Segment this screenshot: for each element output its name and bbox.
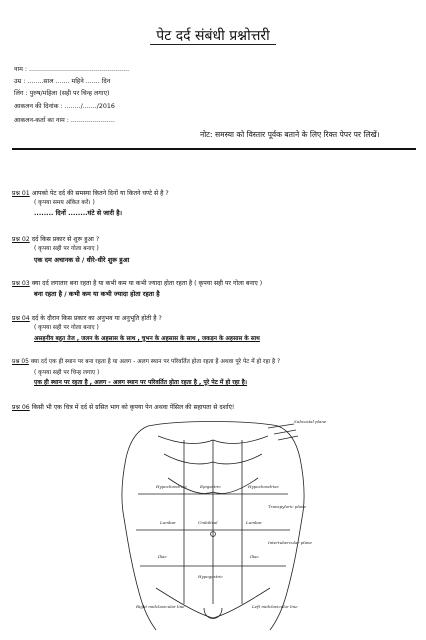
title-underline — [150, 44, 276, 45]
label-intertubercular: Intertubercular plane — [268, 540, 312, 545]
question-text: आपको पेट दर्द की समस्या कितने दिनों या कितने घण्टे से है ? — [29, 190, 169, 197]
gender-field[interactable]: लिंग : पुरुष/महिला (सही पर चिन्ह लगाए) — [14, 90, 110, 97]
question-text: क्या दर्द लगातार बना रहता है या कभी कम या कभी ज्यादा होता रहता है ( कृपया सही पर गोला बनाए ) — [29, 280, 263, 287]
question-text: क्या दर्द एक ही स्थान पर बना रहता है या अलग - अलग स्थान पर परिवर्तित होता रहता है अथवा पूरे पेट में हो रहा है ? — [28, 359, 281, 365]
question-number: प्रश्न 06 — [12, 404, 30, 411]
question-4 — [12, 313, 162, 322]
answer-4[interactable]: असहनीय बहुत तेज , जलन के अहसास के साथ , चुभन के अहसास के साथ , जकड़न के अहसास के साथ — [34, 336, 260, 342]
question-hint: ( कृपया सही पर चिन्ह लगाए ) — [34, 370, 100, 376]
answer-5[interactable]: एक ही स्थान पर रहता है , अलग - अलग स्थान पर परिवर्तित होता रहता है , पूरे पेट में हो रहा है। — [34, 379, 248, 386]
note-text: नोट: समस्या को विस्तार पूर्वक बताने के लिए रिक्त पेपर पर लिखें। — [200, 130, 380, 139]
question-number: प्रश्न 04 — [12, 315, 30, 322]
question-hint: ( कृपया सही पर गोला बनाए ) — [34, 325, 99, 331]
question-5 — [12, 357, 280, 365]
divider — [12, 148, 416, 150]
question-number: प्रश्न 01 — [12, 190, 30, 197]
question-2 — [12, 234, 99, 243]
label-hypogastric: Hypogastric — [198, 574, 223, 579]
label-subcostal: Subcostal plane — [294, 419, 327, 424]
question-text: दर्द किस प्रकार से शुरू हुआ ? — [29, 236, 100, 243]
label-lumbar-right: Lumbar — [160, 520, 176, 525]
abdomen-regions-diagram[interactable] — [118, 418, 327, 632]
question-1 — [12, 188, 169, 197]
question-text: दर्द के दौरान किस प्रकार का अनुभव या अनुभूति होती है ? — [29, 315, 162, 322]
question-hint: ( कृपया सही पर गोला बनाए ) — [34, 246, 99, 252]
question-text: किसी भी एक चित्र में दर्द से ग्रसित भाग को कृपया पेन अथवा पेंसिल की सहायता से दर्शाएं! — [29, 404, 235, 411]
page-title: पेट दर्द संबंधी प्रश्नोत्तरी — [156, 28, 270, 44]
question-3 — [12, 278, 262, 287]
assessor-field[interactable]: आकलन-कर्ता का नाम : ...................... — [14, 117, 115, 124]
question-number: प्रश्न 03 — [12, 280, 30, 287]
answer-2[interactable]: एक दम अचानक से / धीरे-धीरे शुरू हुआ — [34, 256, 130, 264]
name-field[interactable]: नाम : .................................................. — [14, 66, 130, 73]
label-hypochondriac-left: Hypochondriac — [248, 484, 279, 489]
label-iliac-right: Iliac — [158, 554, 167, 559]
question-6 — [12, 402, 234, 411]
label-iliac-left: Iliac — [250, 554, 259, 559]
label-umbilical: Umbilical — [198, 520, 218, 525]
label-epigastric: Epigastric — [200, 484, 221, 489]
question-number: प्रश्न 05 — [12, 359, 29, 365]
label-left-midclavicular: Left midclavicular line — [252, 604, 298, 609]
answer-1[interactable]: ........ दिनों ........घंटे से जारी है। — [34, 209, 123, 217]
age-field[interactable]: उम्र : ........साल ....... महिने ....... दिन — [14, 78, 111, 85]
label-lumbar-left: Lumbar — [246, 520, 262, 525]
date-field[interactable]: आकलन की दिनांक : ......../......./2016 — [14, 103, 115, 110]
label-right-midclavicular: Right midclavicular line — [136, 604, 185, 609]
answer-3[interactable]: बना रहता है / कभी कम या कभी ज्यादा होता रहता है — [34, 290, 160, 298]
question-number: प्रश्न 02 — [12, 236, 30, 243]
label-transpyloric: Transpyloric plane — [268, 504, 306, 509]
label-hypochondriac-right: Hypochondriac — [156, 484, 187, 489]
question-hint: ( कृपया समय अंकित करें। ) — [34, 200, 95, 206]
